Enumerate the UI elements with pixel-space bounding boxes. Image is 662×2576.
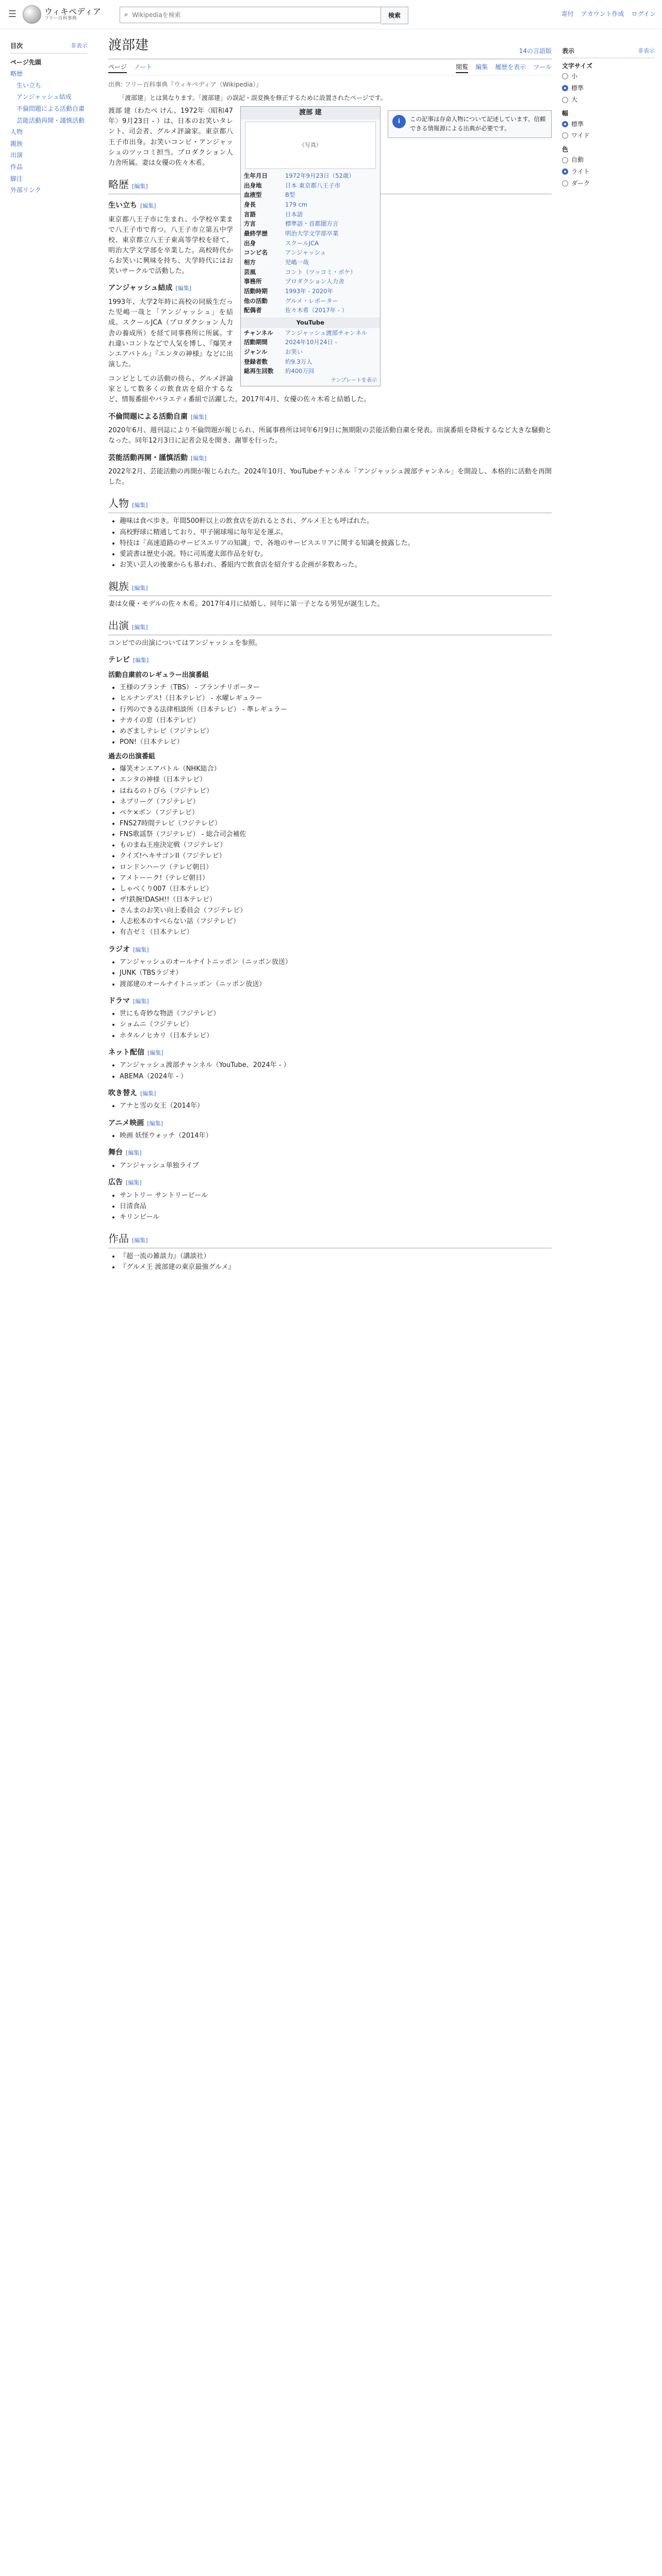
- section-heading: [108, 412, 552, 423]
- text-size-option[interactable]: [562, 94, 655, 106]
- bullet-list: [120, 1161, 552, 1171]
- paragraph: 2020年6月、週刊誌により不倫問題が報じられ、所属事務所は同年6月9日に無期限の芸能活動自粛を発表。出演番組を降板するなど大きな騒動となった。同年12月3日に記者会見を開き、謝罪を行った。: [108, 427, 552, 445]
- list-item: • 爆笑オンエアバトル（NHK総合）: [120, 764, 552, 774]
- bullet-list: [120, 764, 552, 938]
- heading-text: アニメ映画: [108, 1118, 144, 1127]
- bullet-list: [120, 683, 552, 748]
- donate-link[interactable]: 寄付: [561, 10, 574, 18]
- heading-text: 生い立ち: [108, 201, 137, 210]
- infobox-key: 登録者数: [244, 358, 268, 365]
- edit-link[interactable]: [編集]: [140, 1090, 156, 1097]
- infobox-row: [241, 181, 380, 191]
- toc-item[interactable]: ページ先頭: [10, 58, 41, 66]
- bullet-list: [120, 1060, 552, 1081]
- toc-item[interactable]: 外部リンク: [10, 187, 41, 194]
- text-size-option-label: 小: [571, 73, 578, 80]
- infobox-row: [241, 277, 380, 286]
- radio-button-icon[interactable]: [562, 73, 568, 79]
- site-header: [0, 0, 662, 29]
- infobox-value: 1993年 - 2020年: [285, 287, 333, 295]
- create-account-link[interactable]: アカウント作成: [581, 10, 624, 18]
- lead-paragraph: 渡部 建（わたべ けん、1972年〈昭和47年〉9月23日 - ）は、日本のお笑いタレント、司会者、グルメ評論家。東京都八王子市出身。お笑いコンビ・アンジャッシュのツッコミ担当。プロダクション人力舎所属。妻は女優の佐々木希。: [108, 107, 233, 167]
- infobox-value: アンジャッシュ渡部チャンネル: [285, 329, 368, 336]
- section-heading: [108, 1147, 552, 1159]
- infobox-key: 他の活動: [244, 297, 268, 304]
- radio-button-icon[interactable]: [562, 97, 568, 103]
- infobox-key: 活動時期: [244, 287, 268, 295]
- page-tabs: [108, 62, 552, 76]
- list-item: • ショムニ（フジテレビ）: [120, 1020, 552, 1030]
- infobox-value: 約400万回: [285, 367, 315, 375]
- infobox-key: チャンネル: [244, 329, 273, 336]
- page-title-bar: [108, 35, 552, 59]
- heading-text: 略歴: [108, 178, 129, 191]
- infobox-value: 日本語: [285, 210, 303, 218]
- width-option-label: ワイド: [571, 132, 590, 140]
- infobox-row: [241, 337, 380, 347]
- infobox-key: ジャンル: [244, 348, 268, 356]
- infobox-value: 約9.3万人: [285, 358, 312, 365]
- list-item: • FNS27時間テレビ（フジテレビ）: [120, 819, 552, 829]
- toc-hide-button[interactable]: 非表示: [71, 42, 88, 49]
- infobox-value: 明治大学文学部卒業: [285, 229, 339, 237]
- heading-text: ネット配信: [108, 1048, 144, 1057]
- color-option-label: 自動: [571, 156, 584, 164]
- toc-sidebar: [10, 41, 88, 196]
- appearance-title: 表示: [562, 47, 575, 55]
- tab-read[interactable]: 閲覧: [456, 62, 468, 73]
- infobox-row: [241, 258, 380, 267]
- list-item: • 有吉ゼミ（日本テレビ）: [120, 927, 552, 938]
- tab-page[interactable]: ページ: [108, 62, 127, 73]
- infobox-value: 日本 東京都八王子市: [285, 181, 341, 189]
- radio-button-icon[interactable]: [562, 132, 568, 139]
- youtube-header: YouTube: [241, 317, 380, 328]
- infobox-row: [241, 357, 380, 367]
- infobox-row: [241, 366, 380, 376]
- section-heading: [108, 655, 552, 666]
- edit-link[interactable]: [編集]: [133, 946, 149, 953]
- infobox-row: [241, 219, 380, 229]
- list-item: • ものまね王座決定戦（フジテレビ）: [120, 840, 552, 851]
- notice-text: この記事は存命人物について記述しています。信頼できる情報源による出典が必要です。: [410, 115, 546, 132]
- subsection-heading: 活動自粛前のレギュラー出演番組: [108, 671, 209, 680]
- infobox-value: お笑い: [285, 348, 303, 356]
- list-item: • さんまのお笑い向上委員会（フジテレビ）: [120, 906, 552, 916]
- toc-item[interactable]: 略歴: [10, 70, 23, 78]
- list-item: • しゃべくり007（日本テレビ）: [120, 884, 552, 894]
- edit-link[interactable]: [編集]: [133, 997, 149, 1005]
- section-heading: [108, 1177, 552, 1189]
- toc-item[interactable]: 出演: [10, 151, 23, 159]
- radio-button-icon[interactable]: [562, 121, 568, 127]
- radio-button-icon[interactable]: [562, 180, 568, 187]
- infobox-key: 血液型: [244, 191, 262, 199]
- paragraph: 東京都八王子市に生まれ、小学校卒業まで八王子市で育つ。八王子市立第五中学校、東京都立八王子東高等学校を経て、明治大学文学部を卒業した。高校時代からお笑いに興味を持ち、大学時代にはお笑いサークルで活動した。: [108, 215, 233, 276]
- infobox-key: 最終学歴: [244, 229, 268, 237]
- color-option[interactable]: [562, 166, 655, 178]
- infobox-row: [241, 286, 380, 296]
- list-item: • お笑い芸人の後輩からも慕われ、番組内で飲食店を紹介する企画が多数あった。: [120, 560, 552, 570]
- toc-subitem[interactable]: 不倫問題による活動自粛: [16, 105, 85, 112]
- infobox-key: 出身地: [244, 181, 262, 189]
- toc-subitem[interactable]: 生い立ち: [16, 81, 42, 89]
- list-item: • ナカイの窓（日本テレビ）: [120, 716, 552, 726]
- toc-title: 目次: [10, 42, 23, 49]
- appearance-hide-button[interactable]: 非表示: [638, 47, 655, 54]
- width-option-label: 標準: [571, 120, 584, 128]
- search-button[interactable]: 検索: [381, 7, 408, 24]
- list-item: • ネプリーグ（フジテレビ）: [120, 797, 552, 807]
- list-item: • クイズ!ヘキサゴンII（フジテレビ）: [120, 851, 552, 861]
- toc-item[interactable]: 人物: [10, 128, 23, 136]
- edit-link[interactable]: [編集]: [191, 413, 207, 420]
- paragraph: 1993年、大学2年時に高校の同級生だった児嶋一哉と「アンジャッシュ」を結成。スクールJCA（プロダクション人力舎の養成所）を経て同事務所に所属。すれ違いコントなどで人気を博し、『爆笑オンエアバトル』『エンタの神様』などに出演した。: [108, 298, 233, 368]
- text-size-option[interactable]: [562, 71, 655, 82]
- site-logo[interactable]: [23, 5, 101, 24]
- infobox-key: 芸風: [244, 268, 256, 276]
- toc-subitem[interactable]: アンジャッシュ結成: [16, 93, 72, 101]
- infobox-row: [241, 306, 380, 315]
- heading-text: 舞台: [108, 1148, 123, 1157]
- infobox-row: [241, 239, 380, 248]
- list-item: • ロンドンハーツ（テレビ朝日）: [120, 862, 552, 873]
- list-item: • アナと雪の女王（2014年）: [120, 1101, 552, 1111]
- bullet-list: [120, 1251, 552, 1273]
- tab-talk[interactable]: ノート: [134, 63, 153, 71]
- text-size-option[interactable]: [562, 82, 655, 94]
- list-item: • 『超一流の雑談力』（講談社）: [120, 1251, 552, 1262]
- infobox-row: [241, 328, 380, 338]
- color-label: 色: [562, 145, 569, 153]
- edit-link[interactable]: [編集]: [132, 624, 148, 631]
- main-content: [108, 35, 552, 1276]
- heading-text: 不倫問題による活動自粛: [108, 412, 188, 421]
- infobox-key: 総再生回数: [244, 367, 274, 375]
- list-item: • JUNK（TBSラジオ）: [120, 968, 552, 978]
- infobox: [240, 106, 380, 386]
- section-heading: [108, 1047, 552, 1059]
- paragraph: コンビでの出演についてはアンジャッシュを参照。: [108, 639, 262, 648]
- bullet-list: [120, 516, 552, 570]
- toc-subitem[interactable]: 芸能活動再開・謹慎活動: [16, 116, 85, 124]
- info-icon: i: [392, 115, 406, 128]
- login-link[interactable]: ログイン: [631, 10, 656, 18]
- heading-text: ラジオ: [108, 945, 130, 954]
- heading-text: 作品: [108, 1232, 129, 1245]
- edit-link[interactable]: [編集]: [175, 285, 192, 292]
- tab-tools[interactable]: ツール: [533, 63, 552, 71]
- list-item: • アメトーーク!（テレビ朝日）: [120, 873, 552, 884]
- paragraph: 妻は女優・モデルの佐々木希。2017年4月に結婚し、同年に第一子となる男児が誕生した。: [108, 600, 384, 608]
- template-link[interactable]: テンプレートを表示: [330, 378, 377, 384]
- page-title: 渡部建: [108, 38, 149, 53]
- edit-link[interactable]: [編集]: [147, 1120, 163, 1127]
- section-heading: [108, 1088, 552, 1099]
- infobox-value: B型: [285, 191, 295, 199]
- infobox-key: 身長: [244, 200, 256, 208]
- list-item: • サントリー サントリービール: [120, 1191, 552, 1201]
- list-item: • ホタルノヒカリ（日本テレビ）: [120, 1031, 552, 1041]
- infobox-row: [241, 248, 380, 258]
- edit-link[interactable]: [編集]: [126, 1149, 142, 1157]
- list-item: • アンジャッシュ渡部チャンネル（YouTube、2024年 - ）: [120, 1060, 552, 1071]
- section-heading: [108, 579, 552, 596]
- infobox-row: [241, 200, 380, 210]
- section-heading: [108, 996, 552, 1007]
- appearance-header: [562, 46, 655, 58]
- search-icon: ⌕: [124, 10, 128, 19]
- list-item: • めざましテレビ（フジテレビ）: [120, 726, 552, 737]
- list-item: • 渡部建のオールナイトニッポン（ニッポン放送）: [120, 979, 552, 990]
- text-size-label: 文字サイズ: [562, 62, 593, 70]
- toc-item[interactable]: 脚注: [10, 175, 23, 182]
- infobox-key: 生年月日: [244, 172, 268, 179]
- infobox-value: スクールJCA: [285, 239, 319, 247]
- list-item: • アンジャッシュのオールナイトニッポン（ニッポン放送）: [120, 957, 552, 968]
- text-size-option-label: 標準: [571, 84, 584, 92]
- heading-text: アンジャッシュ結成: [108, 284, 173, 293]
- section-heading: [108, 496, 552, 513]
- heading-text: 出演: [108, 619, 129, 632]
- infobox-value: 佐々木希（2017年 - ）: [285, 307, 348, 314]
- section-heading: [108, 1231, 552, 1248]
- wordmark: [44, 7, 101, 21]
- logo-subtitle: フリー百科事典: [44, 15, 77, 21]
- section-heading: [108, 453, 552, 464]
- section-heading: [108, 1118, 552, 1129]
- list-item: • アンジャッシュ単独ライブ: [120, 1161, 552, 1171]
- bullet-list: [120, 1009, 552, 1041]
- infobox-key: 方言: [244, 220, 256, 228]
- list-item: • 『グルメ王 渡部建の東京最強グルメ』: [120, 1262, 552, 1273]
- article-source: 出典: フリー百科事典『ウィキペディア（Wikipedia）』: [108, 80, 262, 88]
- infobox-value: 児嶋一哉: [285, 258, 309, 266]
- infobox-row: [241, 210, 380, 219]
- color-option-label: ライト: [571, 167, 590, 175]
- search-input[interactable]: [131, 11, 376, 19]
- infobox-key: 相方: [244, 258, 256, 266]
- radio-button-icon[interactable]: [562, 168, 568, 175]
- user-links: [561, 9, 656, 19]
- list-item: • はねるのトびら（フジテレビ）: [120, 786, 552, 796]
- infobox-key: 事務所: [244, 278, 262, 285]
- list-item: • 特技は「高速道路のサービスエリアの知識」で、各地のサービスエリアに関する知識を披露した。: [120, 538, 552, 549]
- infobox-row: [241, 229, 380, 239]
- infobox-value: 2024年10月24日 -: [285, 338, 337, 346]
- photo-caption: （写真）: [299, 141, 322, 148]
- hatnote: 「渡部建」とは異なります。「渡部建」の誤記・誤変換を修正するために設置されたページです。: [119, 94, 387, 102]
- list-item: • PON!（日本テレビ）: [120, 737, 552, 748]
- infobox-value: コント（ツッコミ・ボケ）: [285, 268, 356, 276]
- infobox-value: 標準語・首都圏方言: [285, 220, 339, 228]
- infobox-value: プロダクション人力舎: [285, 278, 344, 285]
- main-menu-icon[interactable]: ☰: [8, 9, 17, 20]
- living-person-notice: [388, 110, 552, 138]
- bullet-list: [120, 1101, 552, 1111]
- infobox-name: 渡部 建: [241, 107, 380, 120]
- list-item: • FNS歌謡祭（フジテレビ） - 総合司会補佐: [120, 829, 552, 840]
- edit-link[interactable]: [編集]: [191, 454, 207, 462]
- edit-link[interactable]: [編集]: [147, 1049, 163, 1056]
- heading-text: 広告: [108, 1178, 123, 1187]
- text-size-option-label: 大: [571, 96, 578, 104]
- edit-link[interactable]: [編集]: [132, 1237, 148, 1244]
- infobox-row: [241, 296, 380, 306]
- appearance-sidebar: [562, 41, 655, 189]
- infobox-key: 言語: [244, 210, 256, 218]
- infobox-value: アンジャッシュ: [285, 249, 326, 257]
- list-item: • 愛読書は歴史小説。特に司馬遼太郎作品を好む。: [120, 549, 552, 560]
- infobox-row: [241, 267, 380, 277]
- list-item: • ペケ×ポン（フジテレビ）: [120, 808, 552, 818]
- list-item: • 世にも奇妙な物語（フジテレビ）: [120, 1009, 552, 1019]
- toc-header: [10, 41, 88, 54]
- section-heading: [108, 944, 552, 956]
- subsection-heading: 過去の出演番組: [108, 753, 156, 761]
- infobox-row: [241, 171, 380, 181]
- toc-item[interactable]: 親族: [10, 140, 23, 147]
- list-item: • 行列のできる法律相談所（日本テレビ） - 準レギュラー: [120, 705, 552, 715]
- heading-text: 親族: [108, 580, 129, 593]
- list-item: • エンタの神様（日本テレビ）: [120, 775, 552, 785]
- infobox-row: [241, 190, 380, 200]
- infobox-photo[interactable]: [245, 122, 376, 169]
- section-heading: [108, 618, 552, 635]
- infobox-key: 出身: [244, 239, 256, 247]
- list-item: • ヒルナンデス!（日本テレビ） - 水曜レギュラー: [120, 693, 552, 704]
- edit-link[interactable]: [編集]: [126, 1179, 142, 1187]
- list-item: • キリンビール: [120, 1212, 552, 1223]
- list-item: • 人志松本のすべらない話（フジテレビ）: [120, 917, 552, 927]
- paragraph: 2022年2月、芸能活動の再開が報じられた。2024年10月、YouTubeチャンネル「アンジャッシュ渡部チャンネル」を開設し、本格的に活動を再開した。: [108, 468, 552, 486]
- list-item: • 映画 妖怪ウォッチ（2014年）: [120, 1131, 552, 1141]
- list-item: • 趣味は食べ歩き。年間500軒以上の飲食店を訪れるとされ、グルメ王とも呼ばれた。: [120, 516, 552, 527]
- list-item: • ザ!鉄腕!DASH!!（日本テレビ）: [120, 895, 552, 905]
- heading-text: 人物: [108, 497, 129, 510]
- infobox-value: グルメ・レポーター: [285, 297, 338, 304]
- tab-history[interactable]: 履歴を表示: [495, 63, 526, 71]
- infobox-key: 活動期間: [244, 338, 268, 346]
- paragraph: コンビとしての活動の傍ら、グルメ評論家として数多くの飲食店を紹介するなど、情報番組やバラエティ番組で活躍した。2017年4月、女優の佐々木希と結婚した。: [108, 375, 371, 404]
- edit-link[interactable]: [編集]: [132, 585, 148, 592]
- heading-text: 芸能活動再開・謹慎活動: [108, 453, 188, 462]
- search-box: [120, 7, 381, 23]
- logo-title: ウィキペディア: [44, 7, 101, 17]
- infobox-value: 179 cm: [285, 200, 308, 208]
- search-form: [120, 7, 408, 24]
- tab-edit[interactable]: 編集: [475, 63, 488, 71]
- heading-text: 吹き替え: [108, 1089, 137, 1097]
- edit-link[interactable]: [編集]: [133, 657, 149, 664]
- bullet-list: [120, 1131, 552, 1141]
- list-item: • 高校野球に精通しており、甲子園球場に毎年足を運ぶ。: [120, 528, 552, 538]
- infobox-value: 1972年9月23日（52歳）: [285, 172, 355, 179]
- infobox-row: [241, 347, 380, 357]
- width-option[interactable]: [562, 130, 655, 142]
- color-option-label: ダーク: [571, 179, 590, 187]
- infobox-key: コンビ名: [244, 249, 268, 257]
- heading-text: ドラマ: [108, 996, 130, 1005]
- width-label: 幅: [562, 109, 569, 117]
- color-option[interactable]: [562, 154, 655, 166]
- list-item: • ABEMA（2024年 - ）: [120, 1072, 552, 1082]
- language-button[interactable]: 14の言語版: [519, 47, 552, 55]
- radio-button-icon[interactable]: [562, 157, 568, 163]
- edit-link[interactable]: [編集]: [140, 202, 156, 209]
- list-item: • 日清食品: [120, 1201, 552, 1212]
- edit-link[interactable]: [編集]: [132, 502, 148, 509]
- edit-link[interactable]: [編集]: [132, 182, 148, 190]
- infobox-key: 配偶者: [244, 307, 262, 314]
- heading-text: テレビ: [108, 656, 130, 665]
- wikipedia-globe-icon: [23, 5, 41, 24]
- list-item: • 王様のブランチ（TBS） - ブランチリポーター: [120, 683, 552, 693]
- radio-button-icon[interactable]: [562, 85, 568, 91]
- bullet-list: [120, 957, 552, 989]
- width-option[interactable]: [562, 118, 655, 130]
- bullet-list: [120, 1191, 552, 1223]
- color-option[interactable]: [562, 178, 655, 190]
- toc-item[interactable]: 作品: [10, 163, 23, 171]
